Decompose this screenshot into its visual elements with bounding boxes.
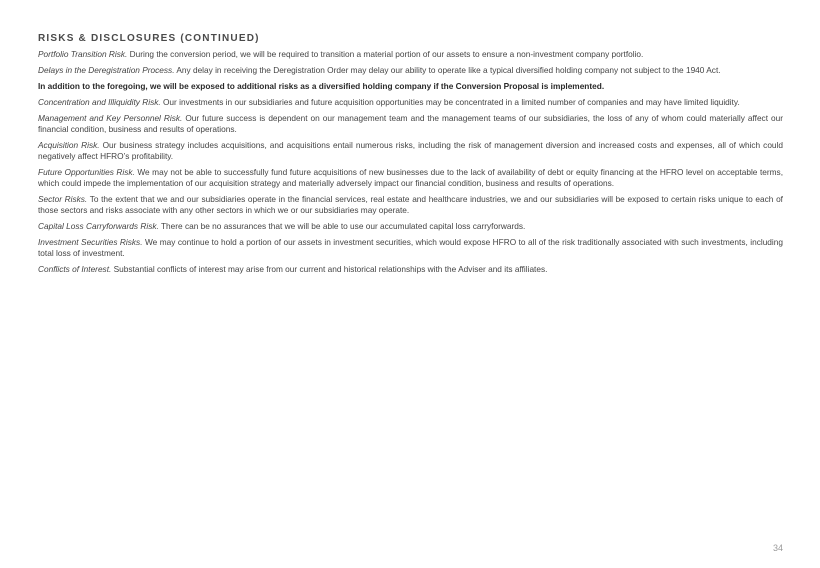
risk-body: We may not be able to successfully fund future acquisitions of new businesses due to the lack of availability of debt or equity financing at the HFRO level on acceptable terms, which could impede the implementation of our acquisition strategy and materially adversely impact our financial condition, business and results of operations. (38, 167, 783, 188)
risk-title: Conflicts of Interest. (38, 264, 112, 274)
risk-title: Portfolio Transition Risk. (38, 49, 128, 59)
risk-title: Delays in the Deregistration Process. (38, 65, 175, 75)
risk-title: Sector Risks. (38, 194, 88, 204)
risk-title: Future Opportunities Risk. (38, 167, 135, 177)
risk-body: To the extent that we and our subsidiaries operate in the financial services, real estate and healthcare industries, we and our subsidiaries will be exposed to certain risks unique to each of those sectors and risks associate with any other sectors in which we or our subsidiaries may operate. (38, 194, 783, 215)
risk-body: Our investments in our subsidiaries and future acquisition opportunities may be concentrated in a limited number of companies and may have limited liquidity. (160, 97, 740, 107)
document-page (38, 33, 783, 280)
risk-body: There can be no assurances that we will be able to use our accumulated capital loss carryforwards. (158, 221, 526, 231)
page-number: 34 (772, 543, 783, 553)
risk-sector (38, 194, 783, 216)
risk-capital-loss-carryforwards (38, 221, 783, 232)
risk-portfolio-transition (38, 49, 783, 60)
risk-conflicts-of-interest (38, 264, 783, 275)
risk-title: Capital Loss Carryforwards Risk. (38, 221, 159, 231)
risk-concentration-illiquidity (38, 97, 783, 108)
risk-body: We may continue to hold a portion of our assets in investment securities, which would expose HFRO to all of the risk traditionally associated with such investments, including total loss of investment. (38, 237, 783, 258)
risk-title: Acquisition Risk. (38, 140, 100, 150)
risk-body: Any delay in receiving the Deregistration Order may delay our ability to operate like a typical diversified holding company not subject to the 1940 Act. (174, 65, 721, 75)
risk-management-personnel (38, 113, 783, 135)
risk-acquisition (38, 140, 783, 162)
risk-investment-securities (38, 237, 783, 259)
risk-title: Management and Key Personnel Risk. (38, 113, 183, 123)
additional-risks-callout: In addition to the foregoing, we will be exposed to additional risks as a diversified holding company if the Conversion Proposal is implemented. (38, 81, 605, 91)
section-heading: RISKS & DISCLOSURES (CONTINUED) (38, 33, 260, 44)
risk-body: Our future success is dependent on our management team and the management teams of our subsidiaries, the loss of any of whom could materially affect our financial condition, business and results of operations. (38, 113, 783, 134)
risk-body: Our business strategy includes acquisitions, and acquisitions entail numerous risks, including the risk of management diversion and increased costs and expenses, all of which could negatively affect HFRO’s profitability. (38, 140, 784, 161)
risk-body: During the conversion period, we will be required to transition a material portion of our assets to ensure a non-investment company portfolio. (127, 49, 644, 59)
risk-deregistration-delay (38, 65, 783, 76)
risk-future-opportunities (38, 167, 783, 189)
risk-title: Investment Securities Risks. (38, 237, 143, 247)
risk-body: Substantial conflicts of interest may arise from our current and historical relationships with the Adviser and its affiliates. (111, 264, 548, 274)
risk-title: Concentration and Illiquidity Risk. (38, 97, 161, 107)
